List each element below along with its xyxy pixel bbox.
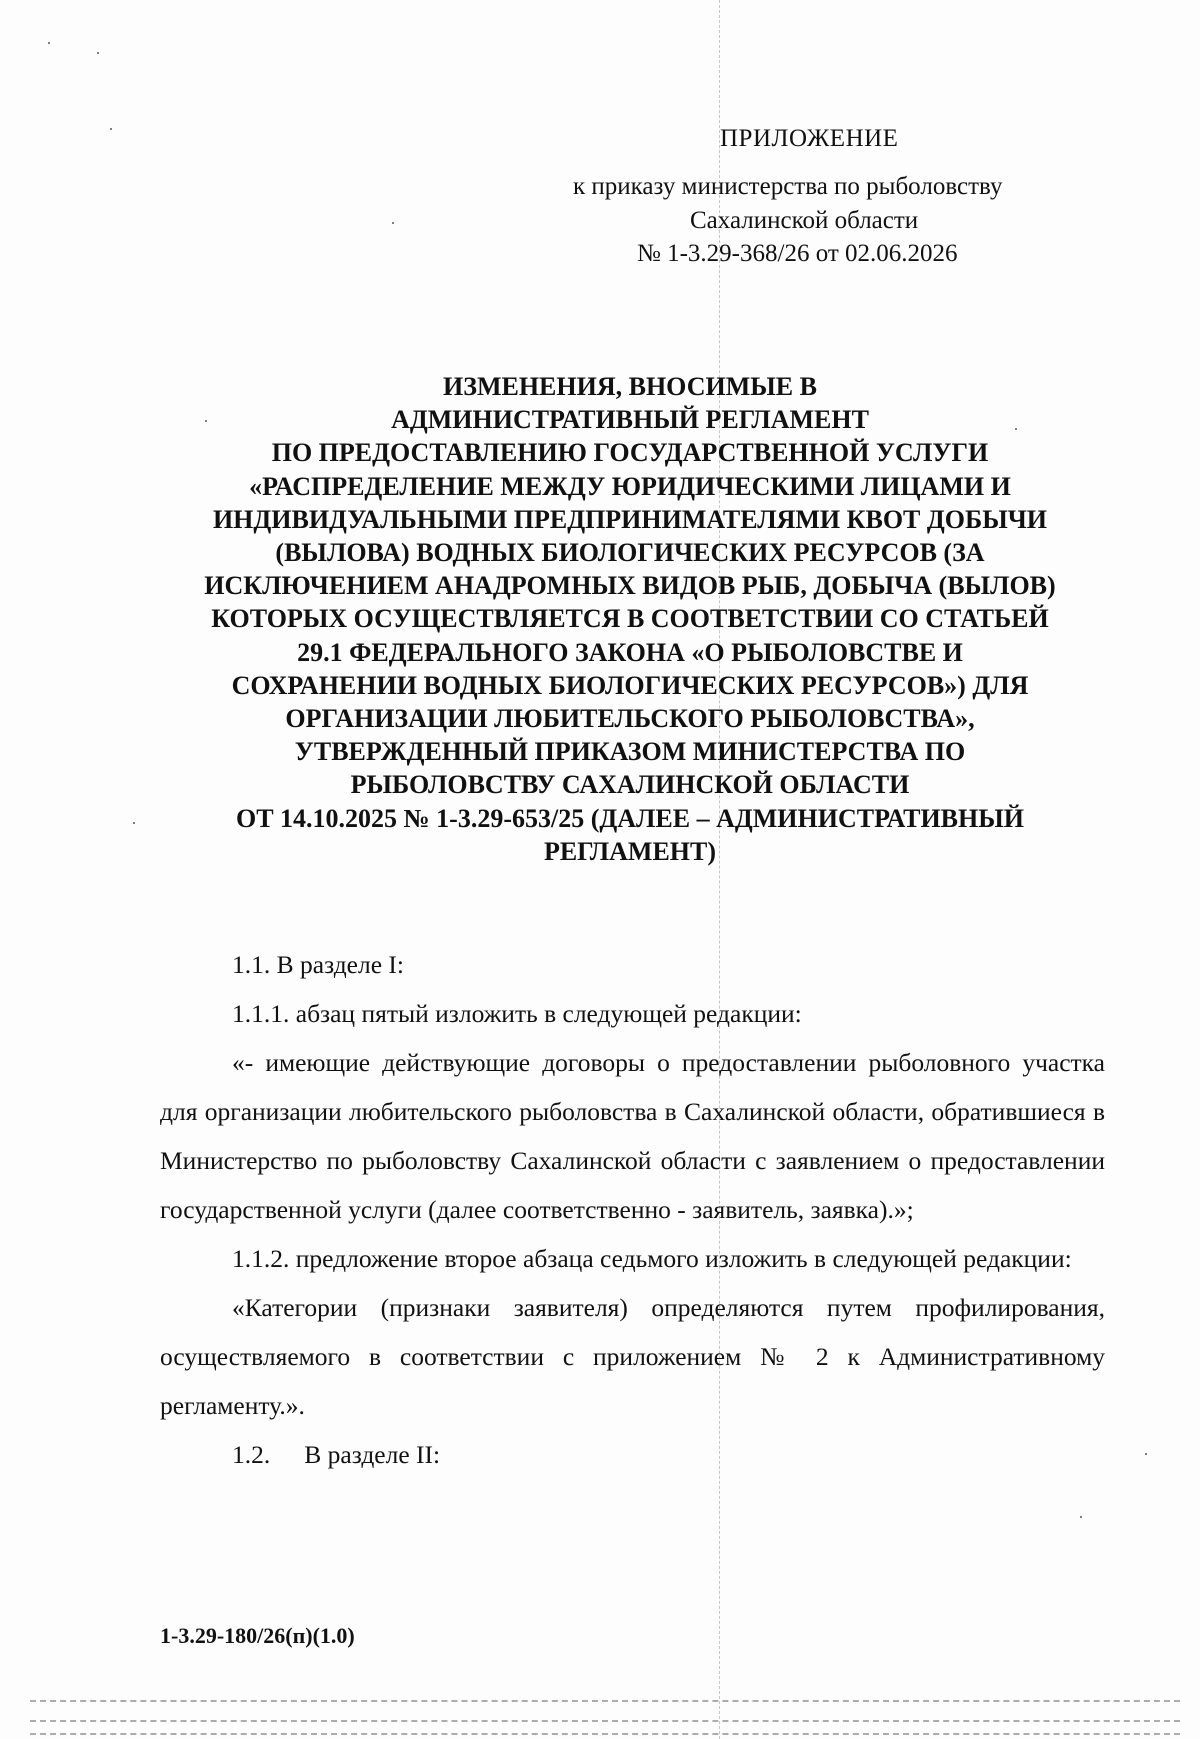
scan-speck <box>48 42 50 44</box>
document-body <box>160 940 1105 1479</box>
title-line: АДМИНИСТРАТИВНЫЙ РЕГЛАМЕНТ <box>391 405 869 435</box>
document-title <box>150 370 1110 868</box>
scan-speck <box>133 822 135 824</box>
section-heading: 1.1. В разделе I: <box>232 950 404 979</box>
document-code: 1-3.29-180/26(п)(1.0) <box>160 1623 355 1648</box>
title-line: ОРГАНИЗАЦИИ ЛЮБИТЕЛЬСКОГО РЫБОЛОВСТВА», <box>285 704 975 734</box>
scan-speck <box>1145 1453 1147 1455</box>
title-line: ИНДИВИДУАЛЬНЫМИ ПРЕДПРИНИМАТЕЛЯМИ КВОТ ДОБЫЧИ <box>212 504 1048 534</box>
title-line: РЕГЛАМЕНТ) <box>543 836 717 866</box>
section-number: 1.2. <box>232 1440 271 1469</box>
title-line: ПО ПРЕДОСТАВЛЕНИЮ ГОСУДАРСТВЕННОЙ УСЛУГИ <box>271 438 989 468</box>
region-name: Сахалинской области <box>690 207 919 234</box>
order-reference: к приказу министерства по рыболовству <box>573 173 1003 200</box>
title-line: ИСКЛЮЧЕНИЕМ АНАДРОМНЫХ ВИДОВ РЫБ, ДОБЫЧА (ВЫЛОВ) <box>204 571 1056 601</box>
scan-speck <box>1080 1516 1082 1518</box>
scan-noise-line <box>30 1700 1180 1702</box>
paragraph: «Категории (признаки заявителя) определяются путем профилирования, осуществляемого в соответствии с приложением № 2 к Административному регламенту.». <box>160 1293 1105 1420</box>
scan-speck <box>110 128 112 130</box>
section-text: В разделе II: <box>304 1440 441 1469</box>
section-heading <box>160 1430 1105 1479</box>
title-line: КОТОРЫХ ОСУЩЕСТВЛЯЕТСЯ В СООТВЕТСТВИИ СО СТАТЬЕЙ <box>211 604 1049 634</box>
scan-noise-line <box>30 1733 1180 1735</box>
paragraph: 1.1.1. абзац пятый изложить в следующей редакции: <box>232 999 802 1028</box>
title-line: РЫБОЛОВСТВУ САХАЛИНСКОЙ ОБЛАСТИ <box>350 770 910 800</box>
paragraph: «- имеющие действующие договоры о предоставлении рыболовного участка для организации любительского рыболовства в Сахалинской области, обратившиеся в Министерство по рыболовству Сахалинской области с заявлением о предоставлении государственной услуги (далее соответственно - заявитель, заявка).»; <box>160 1048 1105 1224</box>
title-line: «РАСПРЕДЕЛЕНИЕ МЕЖДУ ЮРИДИЧЕСКИМИ ЛИЦАМИ И <box>249 471 1011 501</box>
order-number: № 1-3.29-368/26 от 02.06.2026 <box>637 240 958 267</box>
appendix-label: ПРИЛОЖЕНИЕ <box>720 125 899 152</box>
title-line: 29.1 ФЕДЕРАЛЬНОГО ЗАКОНА «О РЫБОЛОВСТВЕ И <box>297 637 963 667</box>
title-line: СОХРАНЕНИИ ВОДНЫХ БИОЛОГИЧЕСКИХ РЕСУРСОВ») ДЛЯ <box>231 670 1029 700</box>
scan-speck <box>392 222 394 224</box>
title-line: ИЗМЕНЕНИЯ, ВНОСИМЫЕ В <box>443 372 817 401</box>
scan-noise-line <box>30 1720 1180 1722</box>
paragraph: 1.1.2. предложение второе абзаца седьмого изложить в следующей редакции: <box>232 1244 1072 1273</box>
title-line: (ВЫЛОВА) ВОДНЫХ БИОЛОГИЧЕСКИХ РЕСУРСОВ (ЗА <box>275 538 985 568</box>
title-line: УТВЕРЖДЕННЫЙ ПРИКАЗОМ МИНИСТЕРСТВА ПО <box>294 737 966 767</box>
scan-speck <box>97 52 99 54</box>
title-line: ОТ 14.10.2025 № 1-3.29-653/25 (ДАЛЕЕ – АДМИНИСТРАТИВНЫЙ <box>235 803 1025 833</box>
